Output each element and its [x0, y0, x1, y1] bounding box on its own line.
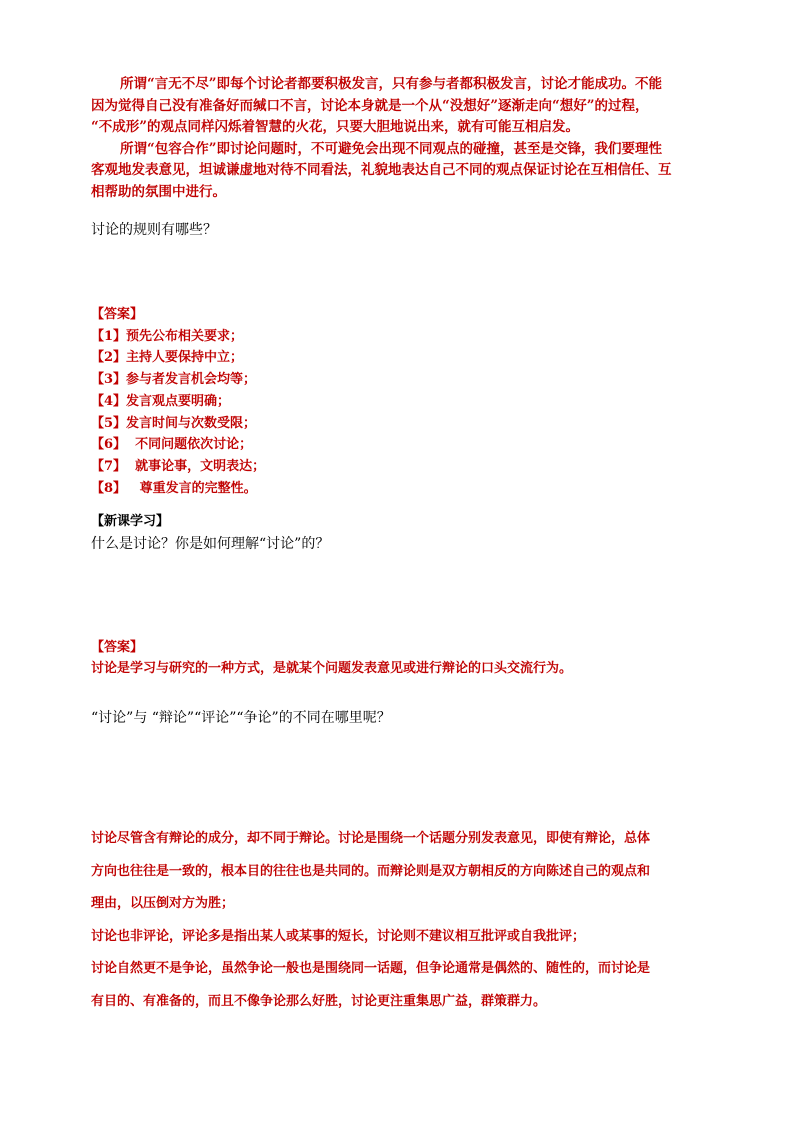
answer-definition-text: 讨论是学习与研究的一种方式，是就某个问题发表意见或进行辩论的口头交流行为。	[91, 661, 573, 676]
answer-line: 理由，以压倒对方为胜；	[91, 896, 235, 911]
question-rules: 讨论的规则有哪些？	[91, 222, 217, 238]
rule-item: 【7】 就事论事，文明表达；	[91, 458, 266, 474]
answer-line: 有目的、有准备的，而且不像争论那么好胜，讨论更注重集思广益，群策群力。	[91, 993, 547, 1009]
answer-line: 方向也往往是一致的，根本目的往往也是共同的。而辩论则是双方朝相反的方向陈述自己的观点和	[91, 863, 651, 879]
rule-item: 【5】发言时间与次数受限；	[91, 415, 257, 431]
answer-line: 讨论自然更不是争论，虽然争论一般也是围绕同一话题，但争论通常是偶然的、随性的，而讨论是	[91, 961, 651, 976]
rule-item: 【1】预先公布相关要求；	[91, 328, 244, 344]
answer-line: 讨论尽管含有辩论的成分，却不同于辩论。讨论是围绕一个话题分别发表意见，即使有辩论，总体	[91, 831, 651, 846]
rule-item: 【2】主持人要保持中立；	[91, 350, 244, 366]
answer-differences-section	[91, 823, 711, 1018]
answer-line: 讨论也非评论，评论多是指出某人或某事的短长，讨论则不建议相互批评或自我批评；	[91, 928, 586, 944]
new-lesson-heading: 【新课学习】	[91, 514, 170, 529]
intro-p2-line: 所谓“包容合作”即讨论问题时，不可避免会出现不同观点的碰撞，甚至是交锋，我们要理性	[120, 140, 663, 157]
rule-item: 【4】发言观点要明确；	[91, 393, 231, 409]
intro-p2-line: 相帮助的氛围中进行。	[91, 183, 226, 200]
rule-item: 【8】 尊重发言的完整性。	[91, 480, 257, 496]
question-differences: “讨论”与 “辩论”“评论”“争论”的不同在哪里呢？	[91, 710, 391, 726]
answer-heading: 【答案】	[91, 640, 144, 655]
rule-item: 【3】参与者发言机会均等；	[91, 372, 257, 388]
question-what-is-discussion: 什么是讨论？你是如何理解“讨论”的？	[91, 536, 330, 552]
answer-rules-section	[91, 304, 711, 499]
answer-heading: 【答案】	[91, 307, 144, 322]
intro-p1-line: 因为觉得自己没有准备好而缄口不言，讨论本身就是一个从“没想好”逐渐走向“想好”的过程，	[91, 97, 649, 114]
answer-definition-section	[91, 637, 711, 679]
intro-p1-line: 所谓“言无不尽”即每个讨论者都要积极发言，只有参与者都积极发言，讨论才能成功。不能	[120, 76, 663, 92]
intro-p1-line: “不成形”的观点同样闪烁着智慧的火花，只要大胆地说出来，就有可能互相启发。	[91, 119, 580, 135]
rule-item: 【6】 不同问题依次讨论；	[91, 437, 253, 453]
intro-p2-line: 客观地发表意见，坦诚谦虚地对待不同看法，礼貌地表达自己不同的观点保证讨论在互相信任、互	[91, 162, 672, 178]
intro-section	[91, 74, 711, 203]
